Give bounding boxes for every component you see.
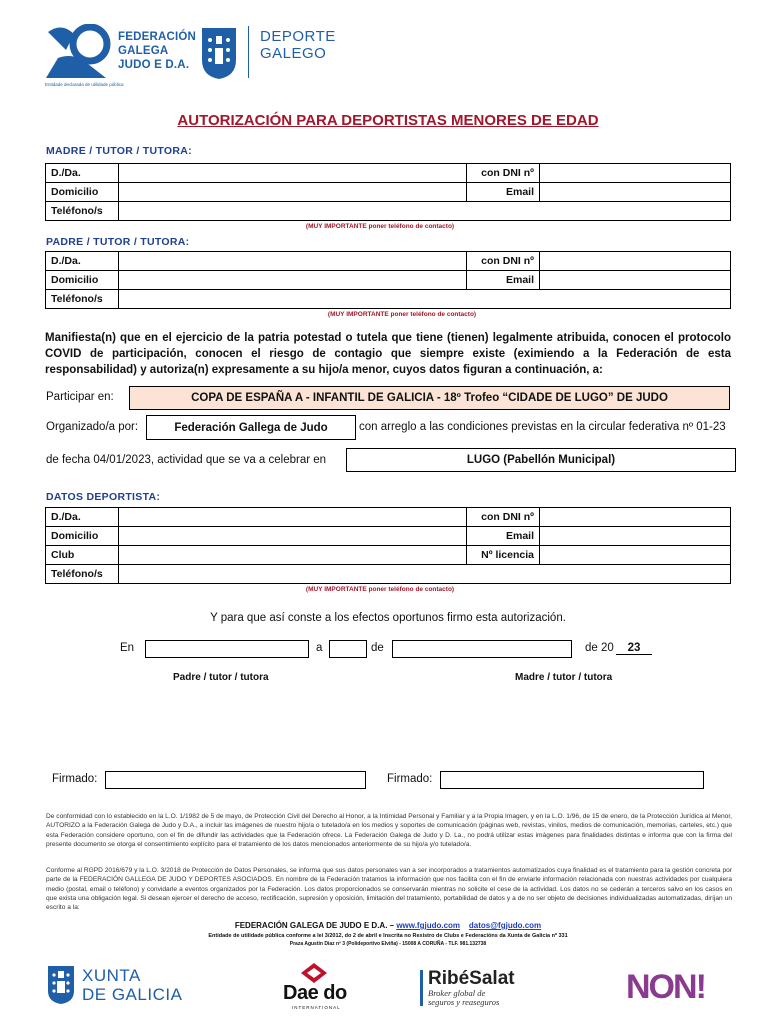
deportista-licencia-label: Nº licencia <box>467 546 540 565</box>
padre-heading: PADRE / TUTOR / TUTORA: <box>46 236 190 248</box>
ribesalat-bar <box>420 970 423 1006</box>
ribesalat-sub1: Broker global de <box>428 988 486 998</box>
xunta-shield-icon <box>47 965 75 1005</box>
madre-heading: MADRE / TUTOR / TUTORA: <box>46 145 192 157</box>
header-divider <box>248 26 249 78</box>
padre-dni-field[interactable] <box>540 252 731 271</box>
padre-telefono-field[interactable] <box>119 290 731 309</box>
madre-dni-mid: con DNI nº <box>467 164 540 183</box>
madre-table <box>45 163 731 221</box>
non-logo-text: NON <box>626 968 696 1006</box>
table-row <box>46 565 731 584</box>
table-row <box>46 252 731 271</box>
deportista-dni-field[interactable] <box>540 508 731 527</box>
padre-table <box>45 251 731 309</box>
padre-telefono-label: Teléfono/s <box>46 290 119 309</box>
deportista-email-field[interactable] <box>540 527 731 546</box>
deportista-heading: DATOS DEPORTISTA: <box>46 491 161 503</box>
madre-name-field[interactable] <box>119 164 467 183</box>
deportista-note: (MUY IMPORTANTE poner teléfono de contacto) <box>305 586 455 593</box>
fgj-logo <box>44 24 112 80</box>
madre-domicilio-label: Domicilio <box>46 183 119 202</box>
organizado-label: Organizado/a por: <box>46 421 139 433</box>
padre-domicilio-label: Domicilio <box>46 271 119 290</box>
deporte-galego-name <box>260 28 336 62</box>
fgj-line3: JUDO E D.A. <box>118 59 190 71</box>
xunta-emblem-icon <box>200 26 238 80</box>
lugar-field[interactable]: LUGO (Pabellón Municipal) <box>346 448 736 472</box>
daedo-mark-icon <box>300 962 328 984</box>
de-label: de <box>371 642 384 654</box>
deportista-club-label: Club <box>46 546 119 565</box>
padre-signer-label: Padre / tutor / tutora <box>173 672 269 683</box>
padre-name-field[interactable] <box>119 252 467 271</box>
xunta-line1: XUNTA <box>82 966 141 985</box>
madre-email-field[interactable] <box>540 183 731 202</box>
participar-label: Participar en: <box>46 391 114 403</box>
deportista-domicilio-label: Domicilio <box>46 527 119 546</box>
footer-line2: Entidade de utilidade pública conforme a lei 3/2012, do 2 de abril e Inscrita no Rexistro de Clubs e Federacións da Xunta de Galicia nº 331 <box>208 933 568 939</box>
table-row <box>46 271 731 290</box>
ribesalat-logo-text: RibéSalat <box>428 968 515 989</box>
xunta-logo-text <box>82 966 182 1004</box>
conste-text: Y para que así conste a los efectos oportunos firmo esta autorización. <box>210 612 566 624</box>
mes-field[interactable] <box>392 640 572 658</box>
padre-email-label: Email <box>467 271 540 290</box>
deportista-club-field[interactable] <box>119 546 467 565</box>
deportista-licencia-field[interactable] <box>540 546 731 565</box>
madre-telefono-field[interactable] <box>119 202 731 221</box>
footer-org: FEDERACIÓN GALEGA DE JUDO E D.A. – <box>234 921 395 930</box>
madre-signer-label: Madre / tutor / tutora <box>515 672 613 683</box>
dg-line2: GALEGO <box>260 45 327 62</box>
participar-field[interactable]: COPA DE ESPAÑA A - INFANTIL DE GALICIA - 18º Trofeo “CIDADE DE LUGO” DE JUDO <box>129 386 730 410</box>
fecha-text: de fecha 04/01/2023, actividad que se va a celebrar en <box>46 454 327 466</box>
fgj-subtitle: Entidade declarada de utilidade pública <box>45 82 124 87</box>
organizado-field[interactable]: Federación Gallega de Judo <box>146 415 356 440</box>
dg-line1: DEPORTE <box>260 28 336 45</box>
fgj-name <box>118 30 196 72</box>
fgj-line1: FEDERACIÓN <box>118 31 197 43</box>
deportista-name-field[interactable] <box>119 508 467 527</box>
deportista-dni-label: D./Da. <box>46 508 119 527</box>
non-logo-mark: ! <box>695 968 705 1006</box>
firma-madre-field[interactable] <box>440 771 704 789</box>
footer-email-link[interactable]: datos@fgjudo.com <box>468 921 542 930</box>
a-label: a <box>316 642 323 654</box>
xunta-line2: DE GALICIA <box>82 985 183 1004</box>
table-row <box>46 290 731 309</box>
padre-note: (MUY IMPORTANTE poner teléfono de contacto) <box>327 311 477 318</box>
table-row <box>46 164 731 183</box>
legal-datos-paragraph: Conforme al RGPD 2016/679 y la L.O. 3/2018 de Protección de Datos Personales, se informa que sus datos personales van a ser incorporados a tratamientos automatizados cuya finalidad es el tratamiento para la gestión concreta por parte de la FEDERACIÓN GALLEGA DE JUDO Y DEPORTES ASOCIADOS. En nombre de la Federación tratamos la información que nos facilita con el fin de enviarle información relacionada con nuestras actividades por cualquiera medio (postal, email o teléfono) y convidarle a eventos organizados por la Federación. Los datos proporcionados se conservarán mientras no solicite el cese de la actividad. Los datos no se cederán a terceros salvo en los casos en que exista una obligación legal. Si desean ejercer el derecho de acceso, rectificación, supresión y oposición, limitación del tratamiento, portabilidad de datos y a de no ser objeto de decisiones individualizadas automatizadas, diríjan un escrito a la: <box>46 867 732 912</box>
manifiesta-paragraph: Manifiesta(n) que en el ejercicio de la patria potestad o tutela que tiene (tienen) legalmente atribuida, conocen el protocolo COVID de participación, conocen el riesgo de contagio que siempre existe (eximiendo a la Federación de esta responsabilidad) y autoriza(n) expresamente a su hijo/a menor, cuyos datos figuran a continuación, a: <box>45 332 731 376</box>
padre-email-field[interactable] <box>540 271 731 290</box>
footer-line3: Praza Agustín Díaz nº 3 (Polideportivo Elviña) - 15008 A CORUÑA - TLF. 981.132738 <box>289 941 487 947</box>
footer-web-link[interactable]: www.fgjudo.com <box>396 921 461 930</box>
daedo-sub: INTERNATIONAL <box>292 1005 341 1010</box>
firmado-label-left: Firmado: <box>52 773 98 785</box>
non-logo <box>626 968 705 1006</box>
madre-telefono-label: Teléfono/s <box>46 202 119 221</box>
footer-org-line <box>0 921 768 930</box>
fgj-line2: GALEGA <box>118 45 169 57</box>
padre-dni-mid: con DNI nº <box>467 252 540 271</box>
deportista-email-label: Email <box>467 527 540 546</box>
madre-dni-label: D./Da. <box>46 164 119 183</box>
padre-domicilio-field[interactable] <box>119 271 467 290</box>
madre-dni-field[interactable] <box>540 164 731 183</box>
deportista-table <box>45 507 731 584</box>
madre-note: (MUY IMPORTANTE poner teléfono de contacto) <box>305 223 455 230</box>
padre-dni-label: D./Da. <box>46 252 119 271</box>
deportista-domicilio-field[interactable] <box>119 527 467 546</box>
en-field[interactable] <box>145 640 309 658</box>
table-row <box>46 202 731 221</box>
legal-imagen-paragraph: De conformidad con lo establecido en la L.O. 1/1982 de 5 de mayo, de Protección Civil del Derecho al Honor, a la Intimidad Personal y Familiar y a la Propia Imagen, y en la L.O. 1/96, de 15 de enero, de la Protección Jurídica al Menor, AUTORIZO a la Federación Galega de Judo y D.A., a incluir las imágenes de nuestro hijo/a o tutelado/a en los medios y soportes de comunicación (páginas web, revistas, vinilos, medios de comunicación, memorias, carteles, etc.) que esta Federación considere oportuno, con el fin de difundir las actividades que la Federación ofrece. La Federación Galega de Judo y D. La., no podrá utilizar estas imágenes para finalidades distintas e informa que con la firma del presente documento se otorga el consentimiento explícito para el tratamiento de los datos mencionados anteriormente de su hijo/a y/o tutelado/a. <box>46 813 732 848</box>
table-row <box>46 183 731 202</box>
deportista-telefono-label: Teléfono/s <box>46 565 119 584</box>
dia-field[interactable] <box>329 640 367 658</box>
firma-padre-field[interactable] <box>105 771 366 789</box>
ribesalat-sub2: seguros y reaseguros <box>428 997 500 1007</box>
firmado-label-right: Firmado: <box>387 773 433 785</box>
deportista-dni-mid: con DNI nº <box>467 508 540 527</box>
daedo-logo-text: Dae do <box>283 982 347 1004</box>
en-label: En <box>120 642 135 654</box>
organizado-after: con arreglo a las condiciones previstas en la circular federativa nº 01-23 <box>359 421 726 433</box>
page-title: AUTORIZACIÓN PARA DEPORTISTAS MENORES DE EDAD <box>177 112 599 129</box>
table-row <box>46 508 731 527</box>
table-row <box>46 527 731 546</box>
madre-domicilio-field[interactable] <box>119 183 467 202</box>
madre-email-label: Email <box>467 183 540 202</box>
deportista-telefono-field[interactable] <box>119 565 731 584</box>
table-row <box>46 546 731 565</box>
year-prefix: de 20 <box>585 642 614 654</box>
ribesalat-sub <box>428 989 499 1007</box>
year-field[interactable]: 23 <box>616 642 652 655</box>
